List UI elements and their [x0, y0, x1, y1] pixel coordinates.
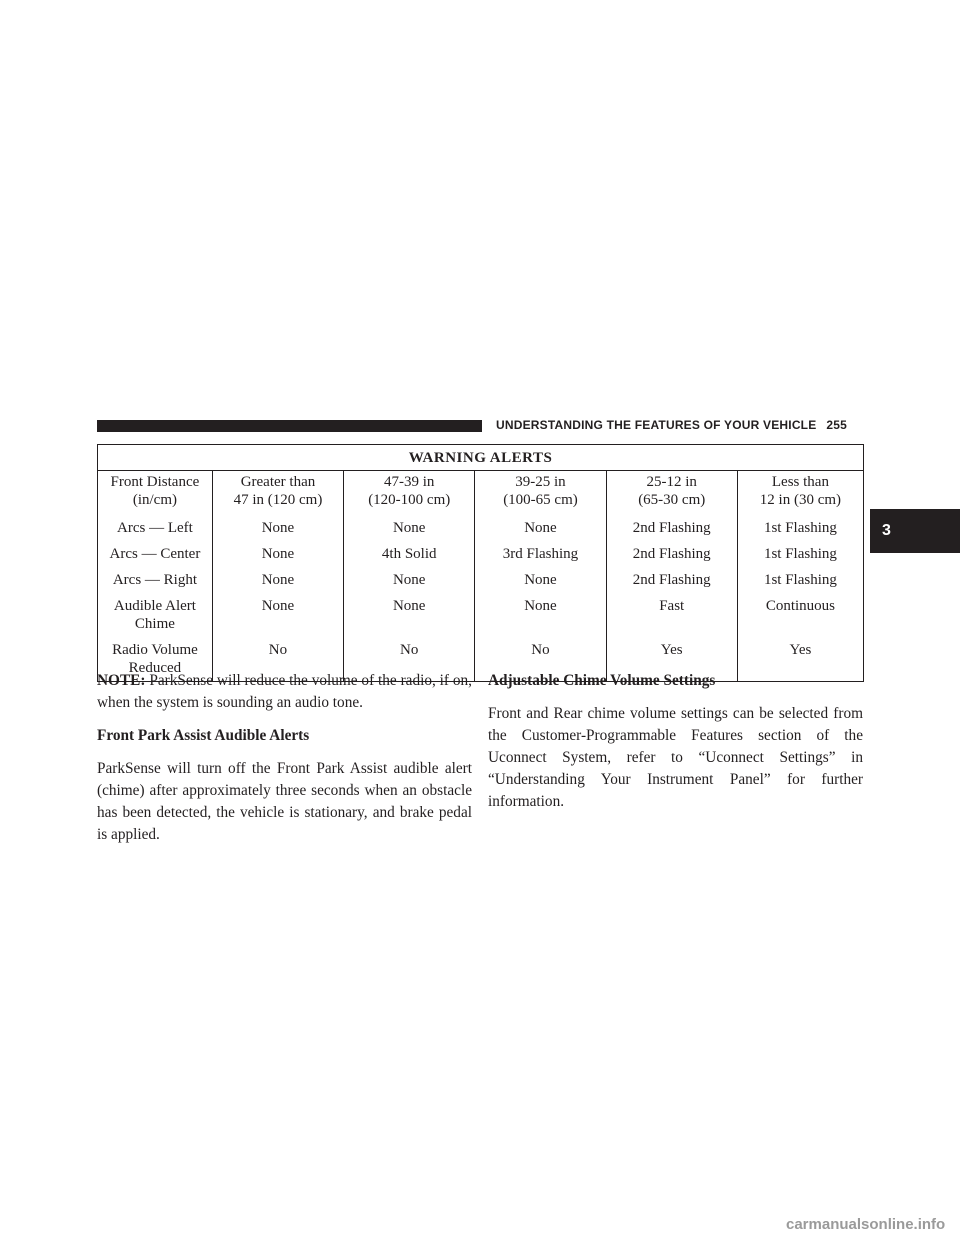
watermark: carmanualsonline.info [786, 1216, 946, 1233]
note-text: ParkSense will reduce the volume of the radio, if on, when the system is sounding an audio tone. [97, 672, 472, 711]
row-label: Arcs — Right [98, 567, 213, 593]
table-row [98, 567, 864, 593]
chapter-tab [870, 509, 960, 553]
column-header: Greater than 47 in (120 cm) [212, 471, 343, 516]
table-cell: No [344, 637, 475, 682]
left-column [97, 670, 472, 857]
table-header-row [98, 471, 864, 516]
front-park-assist-paragraph: ParkSense will turn off the Front Park Assist audible alert (chime) after approximately three seconds when an obstacle has been detected, the vehicle is stationary, and brake pedal is applied. [97, 760, 472, 843]
chapter-number: 3 [882, 522, 891, 539]
right-column [488, 670, 863, 824]
table-cell: 4th Solid [344, 541, 475, 567]
table-row [98, 593, 864, 637]
table-cell: None [475, 515, 606, 541]
section-title: UNDERSTANDING THE FEATURES OF YOUR VEHICLE [496, 418, 817, 432]
header-rule [97, 420, 482, 432]
column-header: 47-39 in (120-100 cm) [344, 471, 475, 516]
row-label: Radio Volume Reduced [98, 637, 213, 682]
table-title: WARNING ALERTS [98, 445, 864, 471]
table-cell: None [344, 567, 475, 593]
table-cell: 1st Flashing [737, 541, 863, 567]
row-label: Audible Alert Chime [98, 593, 213, 637]
column-header: 39-25 in (100-65 cm) [475, 471, 606, 516]
column-header: Less than 12 in (30 cm) [737, 471, 863, 516]
table-cell: 2nd Flashing [606, 567, 737, 593]
table-cell: Fast [606, 593, 737, 637]
table-cell: Yes [606, 637, 737, 682]
table-cell: None [475, 593, 606, 637]
chime-volume-paragraph: Front and Rear chime volume settings can be selected from the Customer-Programmable Features section of the Uconnect System, refer to “Uconnect Settings” in “Understanding Your Instrument Panel” for further information. [488, 705, 863, 810]
table-cell: 1st Flashing [737, 515, 863, 541]
table-cell: Yes [737, 637, 863, 682]
table-cell: Continuous [737, 593, 863, 637]
table-row [98, 541, 864, 567]
chime-volume-heading: Adjustable Chime Volume Settings [488, 672, 716, 689]
table-cell: None [344, 593, 475, 637]
column-header: Front Distance (in/cm) [98, 471, 213, 516]
row-label: Arcs — Center [98, 541, 213, 567]
row-label: Arcs — Left [98, 515, 213, 541]
table-cell: 1st Flashing [737, 567, 863, 593]
table-cell: 2nd Flashing [606, 541, 737, 567]
table-row [98, 515, 864, 541]
table-cell: None [212, 515, 343, 541]
note-label: NOTE: [97, 672, 146, 689]
table-cell: 3rd Flashing [475, 541, 606, 567]
table-cell: None [475, 567, 606, 593]
running-header [496, 418, 847, 432]
table-cell: No [475, 637, 606, 682]
front-park-assist-heading: Front Park Assist Audible Alerts [97, 727, 310, 744]
note-paragraph [97, 670, 472, 714]
table-cell: No [212, 637, 343, 682]
page-number: 255 [826, 418, 848, 432]
table-cell: None [212, 567, 343, 593]
warning-alerts-table [97, 444, 864, 682]
table-cell: 2nd Flashing [606, 515, 737, 541]
column-header: 25-12 in (65-30 cm) [606, 471, 737, 516]
table-cell: None [344, 515, 475, 541]
table-cell: None [212, 541, 343, 567]
table-cell: None [212, 593, 343, 637]
